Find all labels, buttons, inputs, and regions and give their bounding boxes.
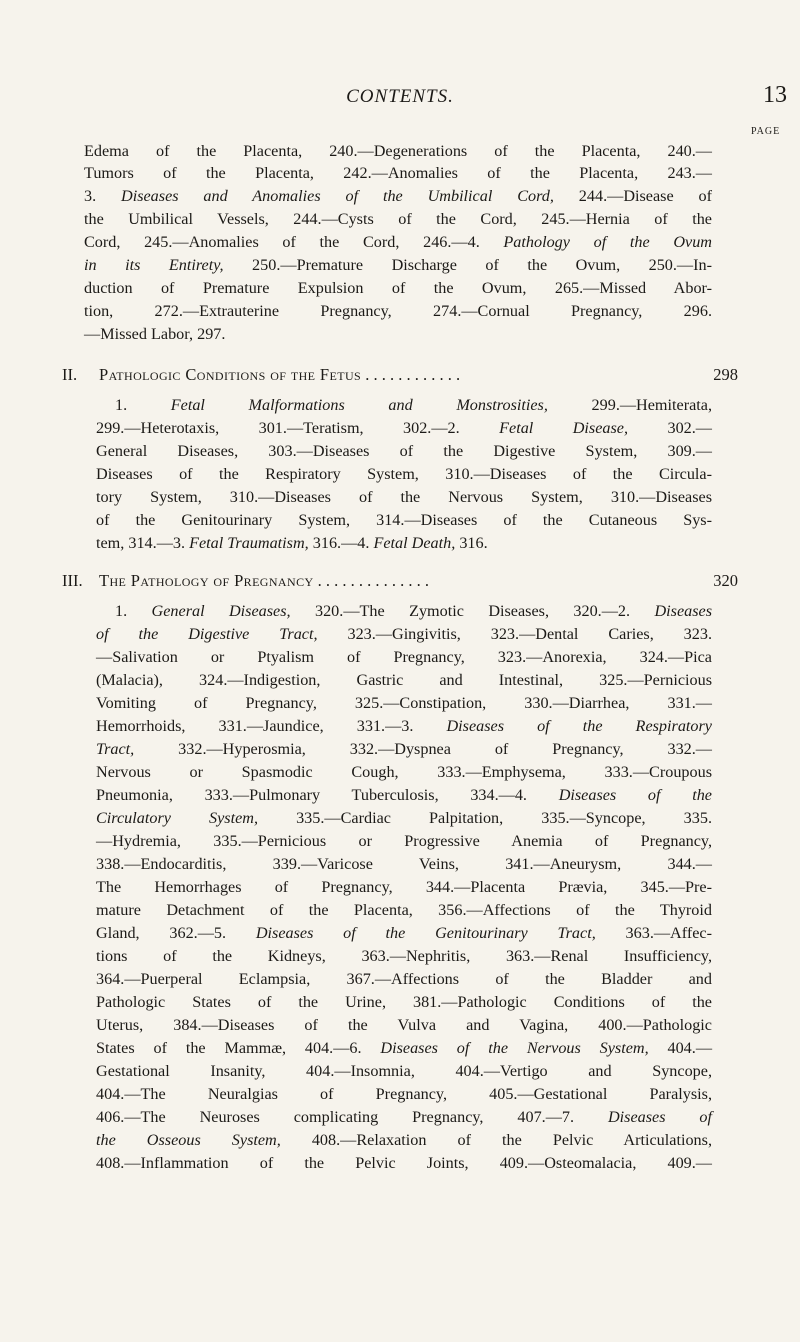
toc-line: Vomiting of Pregnancy, 325.—Constipation, 330.—Diarrhea, 331.— — [96, 694, 712, 712]
page-column-label: PAGE — [751, 126, 781, 137]
toc-line: Edema of the Placenta, 240.—Degenerations of the Placenta, 240.— — [84, 142, 712, 160]
toc-line: General Diseases, 303.—Diseases of the Digestive System, 309.— — [96, 442, 712, 460]
toc-line: 1. Fetal Malformations and Monstrosities, 299.—Hemiterata, — [115, 396, 712, 414]
toc-line: tory System, 310.—Diseases of the Nervous System, 310.—Diseases — [96, 488, 712, 506]
running-title: CONTENTS. — [346, 86, 454, 107]
section-page: 320 — [713, 571, 738, 590]
toc-line: duction of Premature Expulsion of the Ovum, 265.—Missed Abor- — [84, 279, 712, 297]
toc-line: Cord, 245.—Anomalies of the Cord, 246.—4. Pathology of the Ovum — [84, 233, 712, 251]
toc-line: Circulatory System, 335.—Cardiac Palpitation, 335.—Syncope, 335. — [96, 809, 712, 827]
toc-line: Gestational Insanity, 404.—Insomnia, 404.—Vertigo and Syncope, — [96, 1062, 712, 1080]
toc-line: mature Detachment of the Placenta, 356.—Affections of the Thyroid — [96, 901, 712, 919]
toc-line: Pathologic States of the Urine, 381.—Pathologic Conditions of the — [96, 993, 712, 1011]
toc-line: 404.—The Neuralgias of Pregnancy, 405.—Gestational Paralysis, — [96, 1085, 712, 1103]
toc-line: Gland, 362.—5. Diseases of the Genitourinary Tract, 363.—Affec- — [96, 924, 712, 942]
toc-line: tem, 314.—3. Fetal Traumatism, 316.—4. Fetal Death, 316. — [96, 534, 488, 552]
toc-line: Tumors of the Placenta, 242.—Anomalies of the Placenta, 243.— — [84, 164, 712, 182]
toc-line: 1. General Diseases, 320.—The Zymotic Diseases, 320.—2. Diseases — [115, 602, 713, 620]
toc-line: 364.—Puerperal Eclampsia, 367.—Affections of the Bladder and — [96, 970, 712, 988]
section-heading: III. The Pathology of Pregnancy . . . . . . . . . . . . . . 320 — [62, 571, 738, 590]
toc-line: 406.—The Neuroses complicating Pregnancy, 407.—7. Diseases of — [96, 1108, 713, 1126]
toc-line: —Hydremia, 335.—Pernicious or Progressive Anemia of Pregnancy, — [96, 832, 712, 850]
toc-line: Diseases of the Respiratory System, 310.—Diseases of the Circula- — [96, 465, 712, 483]
toc-line: States of the Mammæ, 404.—6. Diseases of the Nervous System, 404.— — [96, 1039, 713, 1057]
toc-line: of the Digestive Tract, 323.—Gingivitis, 323.—Dental Caries, 323. — [96, 625, 713, 643]
toc-line: The Hemorrhages of Pregnancy, 344.—Placenta Prævia, 345.—Pre- — [96, 878, 712, 896]
toc-line: tions of the Kidneys, 363.—Nephritis, 363.—Renal Insufficiency, — [96, 947, 712, 965]
toc-line: —Missed Labor, 297. — [84, 325, 226, 343]
toc-line: the Umbilical Vessels, 244.—Cysts of the Cord, 245.—Hernia of the — [84, 210, 712, 228]
toc-line: Hemorrhoids, 331.—Jaundice, 331.—3. Diseases of the Respiratory — [96, 717, 712, 735]
toc-line: the Osseous System, 408.—Relaxation of the Pelvic Articulations, — [96, 1131, 712, 1149]
toc-line: in its Entirety, 250.—Premature Discharge of the Ovum, 250.—In- — [84, 256, 712, 274]
section-heading: II. Pathologic Conditions of the Fetus . . . . . . . . . . . . 298 — [62, 365, 738, 384]
section-page: 298 — [713, 365, 738, 384]
toc-line: —Salivation or Ptyalism of Pregnancy, 323.—Anorexia, 324.—Pica — [96, 648, 712, 666]
toc-line: 299.—Heterotaxis, 301.—Teratism, 302.—2. Fetal Disease, 302.— — [96, 419, 712, 437]
toc-line: Uterus, 384.—Diseases of the Vulva and Vagina, 400.—Pathologic — [96, 1016, 712, 1034]
toc-line: Pneumonia, 333.—Pulmonary Tuberculosis, 334.—4. Diseases of the — [96, 786, 712, 804]
toc-line: Nervous or Spasmodic Cough, 333.—Emphysema, 333.—Croupous — [96, 763, 712, 781]
toc-line: (Malacia), 324.—Indigestion, Gastric and Intestinal, 325.—Pernicious — [96, 671, 712, 689]
toc-line: 408.—Inflammation of the Pelvic Joints, 409.—Osteomalacia, 409.— — [96, 1154, 712, 1172]
toc-line: 338.—Endocarditis, 339.—Varicose Veins, 341.—Aneurysm, 344.— — [96, 855, 712, 873]
toc-line: Tract, 332.—Hyperosmia, 332.—Dyspnea of Pregnancy, 332.— — [96, 740, 712, 758]
page-number: 13 — [763, 82, 787, 108]
toc-line: of the Genitourinary System, 314.—Diseases of the Cutaneous Sys- — [96, 511, 712, 529]
toc-line: 3. Diseases and Anomalies of the Umbilical Cord, 244.—Disease of — [84, 187, 713, 205]
toc-line: tion, 272.—Extrauterine Pregnancy, 274.—Cornual Pregnancy, 296. — [84, 302, 712, 320]
